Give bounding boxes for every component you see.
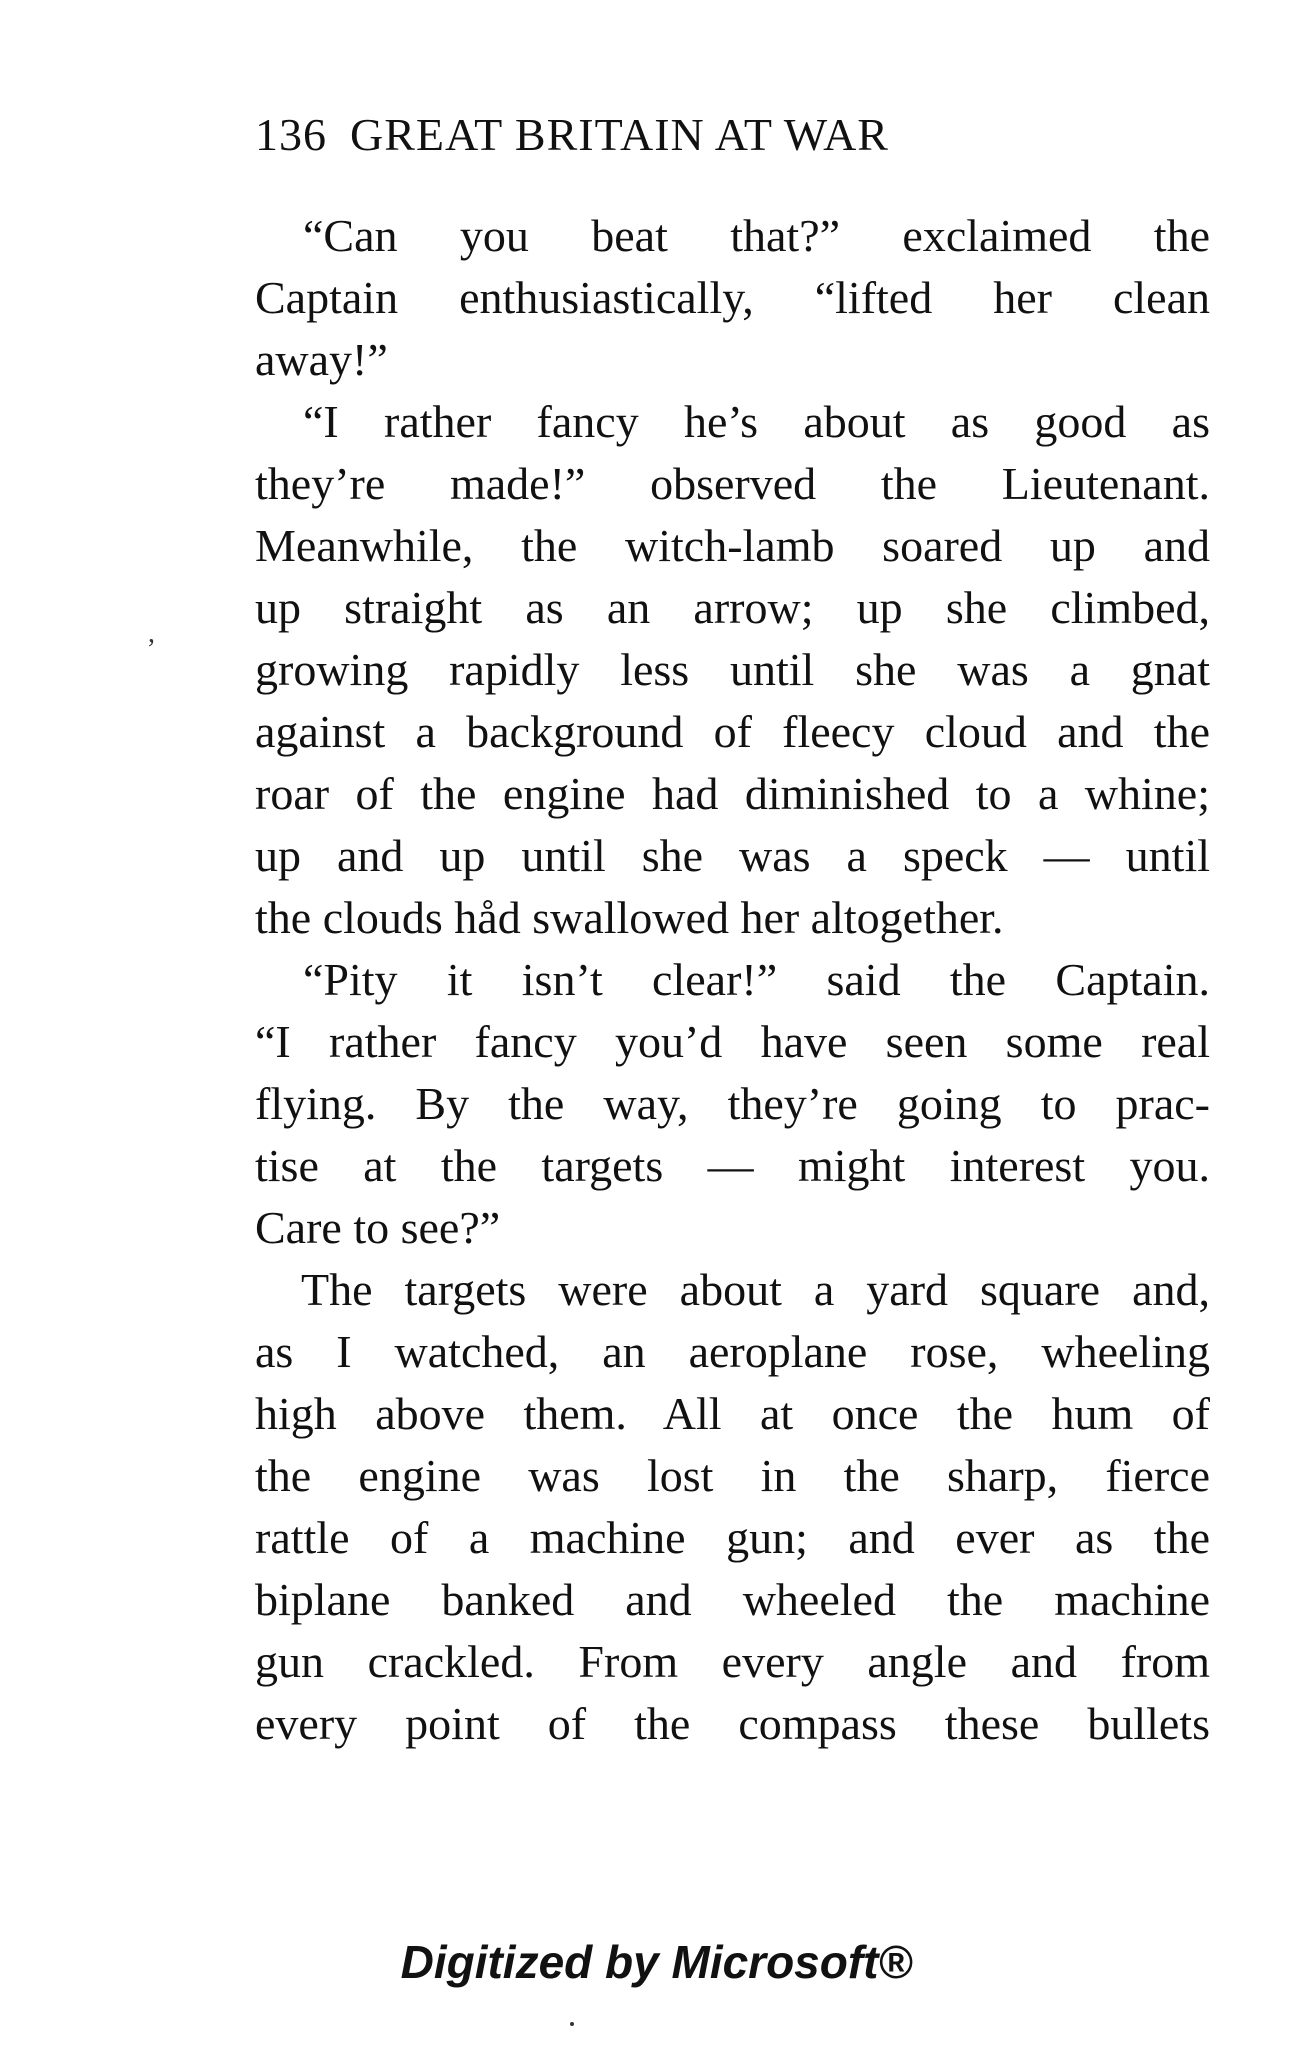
text-line: Captain enthusiastically, “lifted her clean	[255, 272, 1210, 323]
text-line: as I watched, an aeroplane rose, wheeling	[255, 1326, 1210, 1377]
text-line: “Can you beat that?” exclaimed the	[303, 210, 1210, 261]
text-line: biplane banked and wheeled the machine	[255, 1574, 1210, 1625]
text-line: the engine was lost in the sharp, fierce	[255, 1450, 1210, 1501]
text-line: rattle of a machine gun; and ever as the	[255, 1512, 1210, 1563]
scan-speck	[570, 2022, 574, 2026]
text-line: flying. By the way, they’re going to prac-	[255, 1078, 1210, 1129]
text-line: Meanwhile, the witch-lamb soared up and	[255, 520, 1210, 571]
text-line: gun crackled. From every angle and from	[255, 1636, 1210, 1687]
text-line: away!”	[255, 334, 388, 385]
running-title: GREAT BRITAIN AT WAR	[350, 109, 889, 160]
text-line: the clouds håd swallowed her altogether.	[255, 892, 1004, 943]
body-text	[255, 205, 1210, 1755]
text-line: tise at the targets — might interest you.	[255, 1140, 1210, 1191]
text-line: Care to see?”	[255, 1202, 501, 1253]
text-line: roar of the engine had diminished to a whine;	[255, 768, 1210, 819]
text-line: every point of the compass these bullets	[255, 1698, 1210, 1749]
text-line: “Pity it isn’t clear!” said the Captain.	[303, 954, 1210, 1005]
margin-mark: ,	[148, 618, 155, 649]
page-number: 136	[255, 109, 327, 160]
running-header	[255, 108, 889, 161]
text-line: they’re made!” observed the Lieutenant.	[255, 458, 1210, 509]
text-line: “I rather fancy you’d have seen some real	[255, 1016, 1210, 1067]
text-line: growing rapidly less until she was a gnat	[255, 644, 1210, 695]
text-line: up straight as an arrow; up she climbed,	[255, 582, 1210, 633]
text-line: “I rather fancy he’s about as good as	[303, 396, 1210, 447]
text-line: against a background of fleecy cloud and the	[255, 706, 1210, 757]
digitization-watermark: Digitized by Microsoft®	[400, 1936, 913, 1988]
text-line: high above them. All at once the hum of	[255, 1388, 1210, 1439]
text-line: up and up until she was a speck — until	[255, 830, 1210, 881]
text-line: The targets were about a yard square and,	[301, 1264, 1210, 1315]
